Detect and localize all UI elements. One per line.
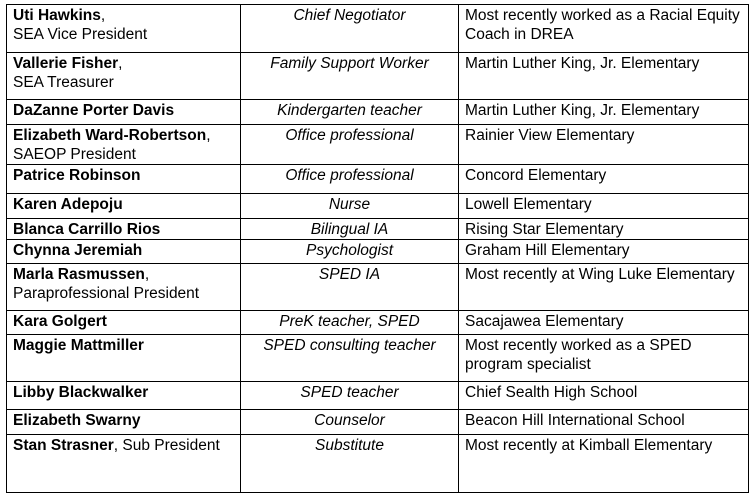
table-row (7, 219, 749, 240)
member-role: Office professional (241, 165, 459, 194)
member-name: Kara Golgert (13, 313, 107, 330)
table-row (7, 264, 749, 311)
member-role: Counselor (241, 410, 459, 435)
member-name: Patrice Robinson (13, 167, 141, 184)
member-role: Office professional (241, 125, 459, 165)
member-school: Martin Luther King, Jr. Elementary (459, 53, 749, 100)
member-school: Rising Star Elementary (459, 219, 749, 240)
member-name-cell (7, 410, 241, 435)
member-name-cell (7, 5, 241, 53)
member-title-line: SEA Vice President (13, 26, 148, 43)
member-role: Nurse (241, 194, 459, 219)
member-name: Libby Blackwalker (13, 384, 149, 401)
member-school: Most recently at Kimball Elementary (459, 435, 749, 493)
member-name-cell (7, 194, 241, 219)
member-title-suffix: , (100, 7, 106, 24)
member-name: Stan Strasner (13, 437, 114, 454)
table-row (7, 311, 749, 335)
member-role: SPED IA (241, 264, 459, 311)
member-role: Bilingual IA (241, 219, 459, 240)
table-row (7, 240, 749, 264)
table-row (7, 435, 749, 493)
member-name: DaZanne Porter Davis (13, 102, 175, 119)
member-school: Most recently at Wing Luke Elementary (459, 264, 749, 311)
member-title-suffix: , (144, 266, 150, 283)
table-row (7, 194, 749, 219)
member-school: Graham Hill Elementary (459, 240, 749, 264)
member-name: Elizabeth Ward-Robertson (13, 127, 207, 144)
member-name-cell (7, 240, 241, 264)
member-name-cell (7, 165, 241, 194)
table-row (7, 125, 749, 165)
table-row (7, 382, 749, 410)
member-name: Uti Hawkins (13, 7, 101, 24)
member-role: Chief Negotiator (241, 5, 459, 53)
member-name-cell (7, 264, 241, 311)
member-role: SPED teacher (241, 382, 459, 410)
member-name: Elizabeth Swarny (13, 412, 141, 429)
table-row (7, 335, 749, 382)
member-role: Family Support Worker (241, 53, 459, 100)
member-name-cell (7, 125, 241, 165)
member-role: Psychologist (241, 240, 459, 264)
member-title-suffix: , (206, 127, 211, 144)
member-title-line: SAEOP President (13, 146, 136, 163)
table-row (7, 410, 749, 435)
member-roster-table (6, 4, 749, 493)
member-school: Sacajawea Elementary (459, 311, 749, 335)
member-role: Substitute (241, 435, 459, 493)
table-row (7, 53, 749, 100)
member-role: Kindergarten teacher (241, 100, 459, 125)
member-school: Martin Luther King, Jr. Elementary (459, 100, 749, 125)
member-name-cell (7, 335, 241, 382)
table-row (7, 100, 749, 125)
member-name: Vallerie Fisher (13, 55, 119, 72)
member-name-cell (7, 382, 241, 410)
member-name-cell (7, 100, 241, 125)
member-role: SPED consulting teacher (241, 335, 459, 382)
member-school: Most recently worked as a Racial Equity Coach in DREA (459, 5, 749, 53)
member-school: Rainier View Elementary (459, 125, 749, 165)
member-name: Chynna Jeremiah (13, 242, 143, 259)
member-name: Maggie Mattmiller (13, 337, 144, 354)
member-name: Blanca Carrillo Rios (13, 221, 161, 238)
member-name-cell (7, 219, 241, 240)
member-role: PreK teacher, SPED (241, 311, 459, 335)
member-title-line: SEA Treasurer (13, 74, 114, 91)
table-row (7, 165, 749, 194)
member-title-line: Paraprofessional President (13, 285, 200, 302)
member-title-suffix: , Sub President (113, 437, 220, 454)
table-row (7, 5, 749, 53)
member-title-suffix: , (118, 55, 123, 72)
member-name-cell (7, 311, 241, 335)
member-school: Beacon Hill International School (459, 410, 749, 435)
member-school: Lowell Elementary (459, 194, 749, 219)
member-school: Concord Elementary (459, 165, 749, 194)
member-name-cell (7, 435, 241, 493)
member-name-cell (7, 53, 241, 100)
member-school: Most recently worked as a SPED program specialist (459, 335, 749, 382)
member-school: Chief Sealth High School (459, 382, 749, 410)
member-name: Marla Rasmussen (13, 266, 145, 283)
member-name: Karen Adepoju (13, 196, 123, 213)
